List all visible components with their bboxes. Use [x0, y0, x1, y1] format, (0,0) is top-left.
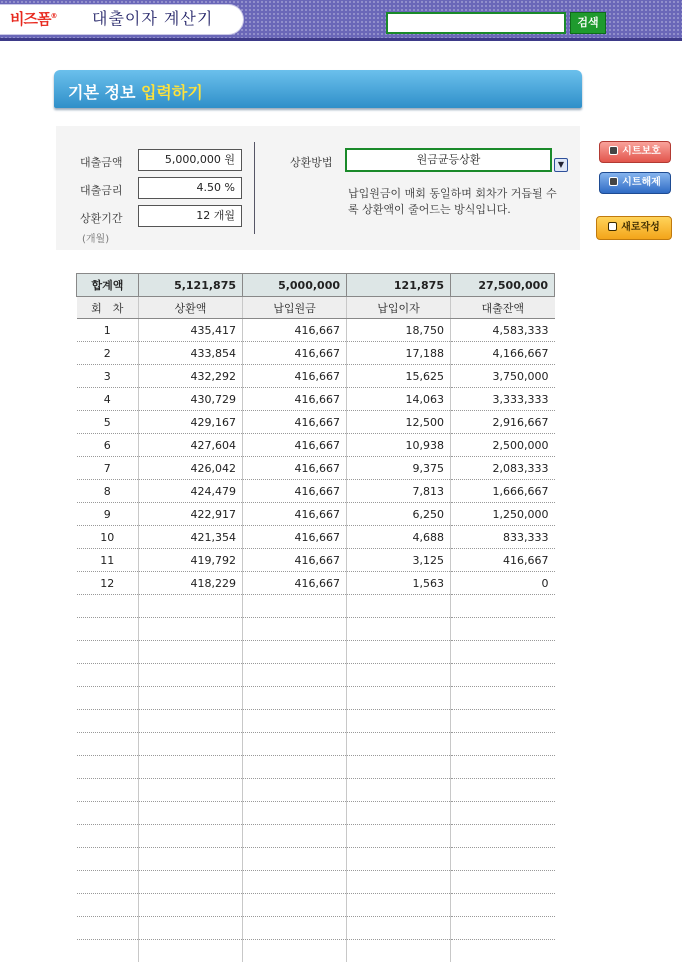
empty-cell[interactable] [347, 917, 451, 940]
table-cell[interactable]: 10,938 [347, 434, 451, 457]
empty-row [77, 848, 555, 871]
empty-cell[interactable] [451, 641, 555, 664]
empty-cell[interactable] [139, 710, 243, 733]
table-row [77, 342, 555, 365]
empty-row [77, 825, 555, 848]
empty-cell[interactable] [347, 664, 451, 687]
empty-cell[interactable] [77, 940, 139, 962]
empty-cell[interactable] [451, 894, 555, 917]
table-cell[interactable]: 419,792 [139, 549, 243, 572]
top-bar-divider [0, 38, 682, 41]
empty-cell[interactable] [243, 664, 347, 687]
empty-row [77, 917, 555, 940]
empty-cell[interactable] [243, 940, 347, 962]
empty-row [77, 802, 555, 825]
table-row [77, 526, 555, 549]
empty-row [77, 710, 555, 733]
empty-row [77, 641, 555, 664]
empty-cell[interactable] [451, 917, 555, 940]
empty-cell[interactable] [347, 894, 451, 917]
empty-cell[interactable] [347, 802, 451, 825]
section-title-highlight: 입력하기 [140, 83, 203, 102]
table-cell[interactable]: 12,500 [347, 411, 451, 434]
repayment-method-select[interactable]: 원금균등상환 [345, 148, 552, 172]
empty-row [77, 733, 555, 756]
empty-cell[interactable] [139, 595, 243, 618]
chevron-down-icon[interactable]: ▼ [554, 158, 568, 172]
table-cell[interactable]: 416,667 [243, 572, 347, 595]
table-row [77, 457, 555, 480]
period-unit-note: (개월) [82, 234, 110, 245]
table-cell[interactable]: 18,750 [347, 319, 451, 342]
table-cell[interactable]: 435,417 [139, 319, 243, 342]
empty-cell[interactable] [347, 848, 451, 871]
table-cell[interactable]: 429,167 [139, 411, 243, 434]
empty-cell[interactable] [139, 618, 243, 641]
period-field[interactable]: 12 개월 [138, 205, 242, 227]
summary-cell: 121,875 [347, 274, 451, 297]
table-cell[interactable]: 1 [77, 319, 139, 342]
empty-cell[interactable] [139, 641, 243, 664]
table-cell[interactable]: 4,583,333 [451, 319, 555, 342]
method-label: 상환방법 [290, 156, 333, 169]
empty-row [77, 664, 555, 687]
empty-cell[interactable] [347, 618, 451, 641]
table-cell[interactable]: 3,333,333 [451, 388, 555, 411]
table-cell[interactable]: 9 [77, 503, 139, 526]
loan-rate-label: 대출금리 [80, 184, 123, 197]
table-cell[interactable]: 432,292 [139, 365, 243, 388]
empty-cell[interactable] [243, 802, 347, 825]
empty-cell[interactable] [451, 618, 555, 641]
empty-cell[interactable] [243, 710, 347, 733]
empty-cell[interactable] [451, 848, 555, 871]
table-cell[interactable]: 5 [77, 411, 139, 434]
empty-cell[interactable] [77, 756, 139, 779]
table-cell[interactable]: 4,166,667 [451, 342, 555, 365]
table-cell[interactable]: 833,333 [451, 526, 555, 549]
table-row [77, 549, 555, 572]
sheet-unprotect-button[interactable]: 시트해제 [599, 172, 671, 194]
header-row [77, 297, 555, 319]
table-cell[interactable]: 12 [77, 572, 139, 595]
table-cell[interactable]: 3,750,000 [451, 365, 555, 388]
empty-cell[interactable] [347, 733, 451, 756]
empty-cell[interactable] [77, 664, 139, 687]
table-cell[interactable]: 1,666,667 [451, 480, 555, 503]
empty-cell[interactable] [243, 825, 347, 848]
table-cell[interactable]: 430,729 [139, 388, 243, 411]
empty-cell[interactable] [243, 756, 347, 779]
empty-cell[interactable] [243, 848, 347, 871]
empty-cell[interactable] [77, 733, 139, 756]
empty-cell[interactable] [77, 595, 139, 618]
empty-cell[interactable] [243, 894, 347, 917]
table-cell[interactable]: 416,667 [451, 549, 555, 572]
empty-cell[interactable] [451, 802, 555, 825]
column-header: 납입이자 [347, 297, 451, 319]
empty-cell[interactable] [243, 779, 347, 802]
empty-cell[interactable] [139, 825, 243, 848]
method-description: 납입원금이 매회 동일하며 회차가 거듭될 수록 상환액이 줄어드는 방식입니다. [348, 187, 557, 216]
table-cell[interactable]: 4 [77, 388, 139, 411]
empty-cell[interactable] [347, 871, 451, 894]
table-cell[interactable]: 7,813 [347, 480, 451, 503]
empty-cell[interactable] [139, 756, 243, 779]
empty-row [77, 940, 555, 962]
empty-cell[interactable] [347, 641, 451, 664]
table-cell[interactable]: 426,042 [139, 457, 243, 480]
search-input[interactable] [386, 12, 566, 34]
empty-cell[interactable] [451, 940, 555, 962]
empty-cell[interactable] [243, 687, 347, 710]
table-cell[interactable]: 416,667 [243, 434, 347, 457]
new-sheet-button[interactable]: 새로작성 [596, 216, 672, 240]
new-document-icon [608, 222, 617, 231]
table-cell[interactable]: 2,916,667 [451, 411, 555, 434]
table-cell[interactable]: 424,479 [139, 480, 243, 503]
table-cell[interactable]: 3,125 [347, 549, 451, 572]
table-cell[interactable]: 4,688 [347, 526, 451, 549]
table-cell[interactable]: 6,250 [347, 503, 451, 526]
table-cell[interactable]: 1,250,000 [451, 503, 555, 526]
table-row [77, 572, 555, 595]
table-row [77, 503, 555, 526]
table-cell[interactable]: 15,625 [347, 365, 451, 388]
table-row [77, 411, 555, 434]
table-cell[interactable]: 6 [77, 434, 139, 457]
empty-cell[interactable] [139, 894, 243, 917]
empty-cell[interactable] [139, 917, 243, 940]
empty-cell[interactable] [243, 733, 347, 756]
table-cell[interactable]: 10 [77, 526, 139, 549]
table-cell[interactable]: 14,063 [347, 388, 451, 411]
empty-cell[interactable] [347, 687, 451, 710]
table-cell[interactable]: 416,667 [243, 388, 347, 411]
empty-row [77, 595, 555, 618]
table-cell[interactable]: 416,667 [243, 503, 347, 526]
empty-cell[interactable] [347, 710, 451, 733]
table-cell[interactable]: 11 [77, 549, 139, 572]
table-cell[interactable]: 416,667 [243, 480, 347, 503]
empty-row [77, 618, 555, 641]
summary-row [77, 274, 555, 297]
empty-cell[interactable] [451, 595, 555, 618]
empty-cell[interactable] [243, 595, 347, 618]
empty-row [77, 871, 555, 894]
table-cell[interactable]: 416,667 [243, 457, 347, 480]
table-cell[interactable]: 1,563 [347, 572, 451, 595]
empty-cell[interactable] [347, 595, 451, 618]
empty-cell[interactable] [243, 641, 347, 664]
table-cell[interactable]: 418,229 [139, 572, 243, 595]
empty-cell[interactable] [77, 894, 139, 917]
column-header: 상환액 [139, 297, 243, 319]
summary-label: 합계액 [77, 274, 139, 297]
empty-cell[interactable] [77, 825, 139, 848]
empty-cell[interactable] [451, 871, 555, 894]
empty-cell[interactable] [243, 618, 347, 641]
empty-cell[interactable] [77, 618, 139, 641]
table-cell[interactable]: 3 [77, 365, 139, 388]
summary-cell: 5,121,875 [139, 274, 243, 297]
empty-cell[interactable] [77, 917, 139, 940]
table-cell[interactable]: 416,667 [243, 526, 347, 549]
section-title: 기본 정보 [68, 83, 141, 102]
loan-amount-label: 대출금액 [80, 156, 123, 169]
empty-cell[interactable] [139, 779, 243, 802]
empty-cell[interactable] [243, 917, 347, 940]
empty-row [77, 894, 555, 917]
empty-cell[interactable] [347, 779, 451, 802]
table-row [77, 319, 555, 342]
lock-icon [609, 146, 618, 155]
table-cell[interactable]: 416,667 [243, 365, 347, 388]
column-header: 대출잔액 [451, 297, 555, 319]
column-header: 납입원금 [243, 297, 347, 319]
empty-cell[interactable] [139, 733, 243, 756]
table-cell[interactable]: 433,854 [139, 342, 243, 365]
empty-cell[interactable] [77, 687, 139, 710]
unlock-icon [609, 177, 618, 186]
empty-cell[interactable] [139, 802, 243, 825]
empty-cell[interactable] [451, 710, 555, 733]
table-row [77, 480, 555, 503]
empty-cell[interactable] [139, 848, 243, 871]
empty-row [77, 687, 555, 710]
table-cell[interactable]: 416,667 [243, 342, 347, 365]
table-cell[interactable]: 7 [77, 457, 139, 480]
column-header: 회 차 [77, 297, 139, 319]
table-cell[interactable]: 8 [77, 480, 139, 503]
search-button[interactable]: 검색 [570, 12, 606, 34]
table-cell[interactable]: 422,917 [139, 503, 243, 526]
empty-cell[interactable] [451, 733, 555, 756]
loan-amount-field[interactable]: 5,000,000 원 [138, 149, 242, 171]
table-cell[interactable]: 421,354 [139, 526, 243, 549]
summary-cell: 5,000,000 [243, 274, 347, 297]
empty-cell[interactable] [77, 641, 139, 664]
empty-cell[interactable] [347, 825, 451, 848]
table-row [77, 434, 555, 457]
empty-cell[interactable] [451, 779, 555, 802]
empty-cell[interactable] [139, 871, 243, 894]
empty-row [77, 779, 555, 802]
repayment-schedule-table [76, 273, 555, 962]
bizforms-logo: 비즈폼® [10, 10, 57, 28]
empty-cell[interactable] [451, 756, 555, 779]
panel-divider [254, 142, 255, 234]
table-cell[interactable]: 416,667 [243, 549, 347, 572]
empty-cell[interactable] [243, 871, 347, 894]
summary-cell: 27,500,000 [451, 274, 555, 297]
empty-cell[interactable] [139, 940, 243, 962]
empty-cell[interactable] [77, 779, 139, 802]
empty-cell[interactable] [451, 687, 555, 710]
table-cell[interactable]: 17,188 [347, 342, 451, 365]
sheet-protect-button[interactable]: 시트보호 [599, 141, 671, 163]
empty-cell[interactable] [347, 940, 451, 962]
app-title: 대출이자 계산기 [92, 9, 214, 28]
period-label: 상환기간 [80, 212, 123, 225]
table-row [77, 365, 555, 388]
empty-cell[interactable] [451, 664, 555, 687]
table-cell[interactable]: 416,667 [243, 319, 347, 342]
section-header [54, 70, 582, 108]
empty-cell[interactable] [451, 825, 555, 848]
table-cell[interactable]: 2,083,333 [451, 457, 555, 480]
table-cell[interactable]: 9,375 [347, 457, 451, 480]
table-cell[interactable]: 2 [77, 342, 139, 365]
empty-cell[interactable] [77, 871, 139, 894]
table-cell[interactable]: 416,667 [243, 411, 347, 434]
empty-cell[interactable] [77, 848, 139, 871]
loan-rate-field[interactable]: 4.50 % [138, 177, 242, 199]
empty-cell[interactable] [77, 710, 139, 733]
empty-cell[interactable] [139, 687, 243, 710]
table-row [77, 388, 555, 411]
empty-row [77, 756, 555, 779]
empty-cell[interactable] [347, 756, 451, 779]
table-cell[interactable]: 427,604 [139, 434, 243, 457]
empty-cell[interactable] [77, 802, 139, 825]
empty-cell[interactable] [139, 664, 243, 687]
table-cell[interactable]: 0 [451, 572, 555, 595]
table-cell[interactable]: 2,500,000 [451, 434, 555, 457]
